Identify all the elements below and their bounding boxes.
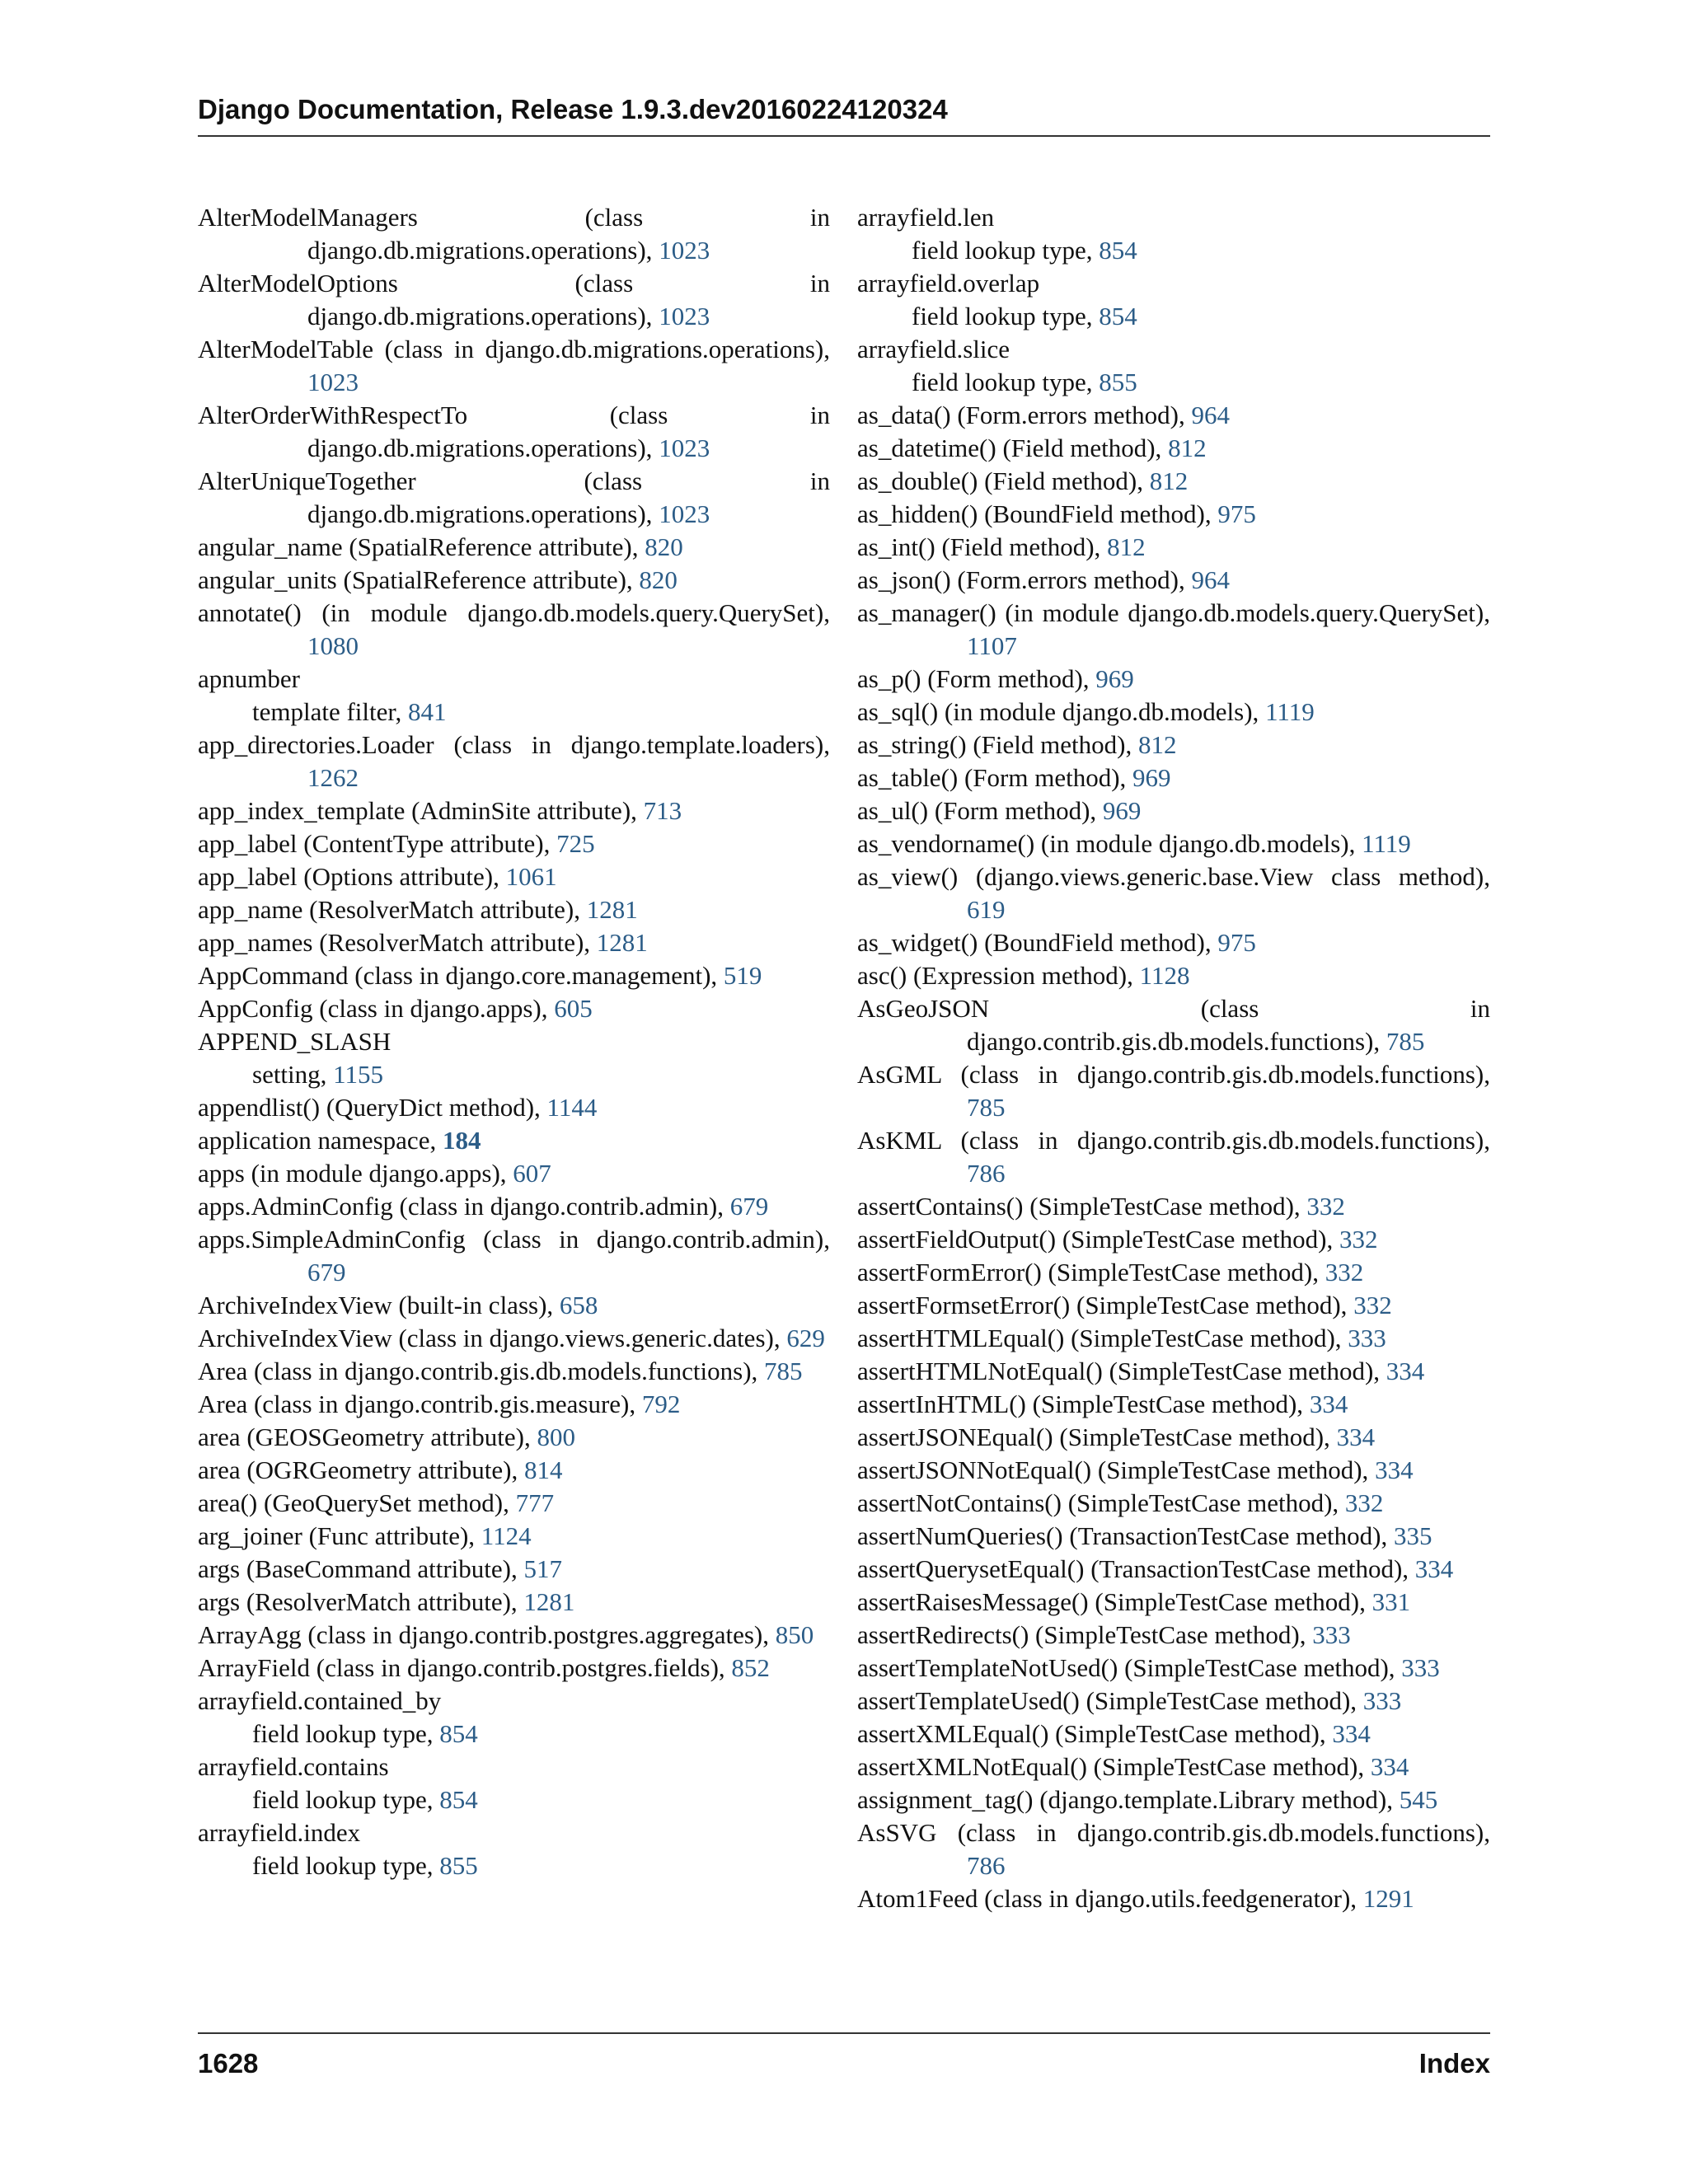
page-reference-link[interactable]: 969 — [1095, 664, 1134, 693]
index-entry — [198, 201, 830, 267]
page-reference-link[interactable]: 1281 — [586, 895, 638, 924]
page-reference-link[interactable]: 1061 — [505, 862, 557, 891]
index-column-right — [857, 201, 1490, 1915]
index-entry-term: assertFormsetError() (SimpleTestCase method), — [857, 1291, 1354, 1319]
page-number: 1628 — [198, 2048, 259, 2079]
index-entry-term: as_hidden() (BoundField method), — [857, 499, 1218, 528]
index-entry-term: arrayfield.slice — [857, 335, 1010, 363]
page-reference-link[interactable]: 1023 — [659, 236, 710, 265]
index-entry — [198, 1025, 830, 1058]
page-reference-link[interactable]: 969 — [1132, 763, 1171, 792]
index-entry-term: as_widget() (BoundField method), — [857, 928, 1218, 957]
index-subentry — [198, 1783, 830, 1816]
page-reference-link[interactable]: 332 — [1306, 1192, 1345, 1221]
page-reference-link[interactable]: 812 — [1107, 532, 1146, 561]
page-reference-link[interactable]: 607 — [513, 1159, 551, 1188]
index-entry-term: AsGML (class in django.contrib.gis.db.models.functions), — [857, 1060, 1490, 1089]
index-entry — [857, 498, 1490, 531]
index-entry-term: area (OGRGeometry attribute), — [198, 1455, 524, 1484]
page-reference-link[interactable]: 814 — [523, 1455, 563, 1484]
section-name: Index — [1418, 2048, 1490, 2079]
index-entry-term: ArrayField (class in django.contrib.postgres.fields), — [198, 1653, 732, 1682]
index-entry — [198, 1520, 830, 1553]
index-entry — [857, 1882, 1490, 1915]
index-subentry-term: field lookup type, — [912, 236, 1100, 265]
index-entry-term: app_index_template (AdminSite attribute), — [198, 796, 644, 825]
index-entry — [857, 1685, 1490, 1718]
page-reference-link[interactable]: 545 — [1399, 1785, 1438, 1814]
page-reference-link[interactable]: 785 — [1386, 1027, 1425, 1056]
index-entry-term: AsGeoJSON (class in django.contrib.gis.db.models.functions), — [857, 994, 1490, 1056]
index-entry-term: Atom1Feed (class in django.utils.feedgenerator), — [857, 1884, 1363, 1913]
page-reference-link[interactable]: 855 — [1099, 368, 1137, 396]
index-entry-term: as_datetime() (Field method), — [857, 434, 1169, 462]
index-entry — [857, 1520, 1490, 1553]
index-entry — [857, 1553, 1490, 1586]
index-entry — [857, 1124, 1490, 1190]
page-reference-link[interactable]: 854 — [1099, 236, 1137, 265]
index-entry — [198, 1388, 830, 1421]
index-entry — [857, 399, 1490, 432]
page-reference-link[interactable]: 1291 — [1362, 1884, 1414, 1913]
index-entry-term: as_string() (Field method), — [857, 730, 1138, 759]
page-reference-link[interactable]: 1119 — [1265, 697, 1315, 726]
index-entry — [198, 794, 830, 827]
index-entry-term: apps (in module django.apps), — [198, 1159, 513, 1188]
index-entry-term: AlterOrderWithRespectTo (class in django.db.migrations.operations), — [198, 401, 830, 462]
page-reference-link[interactable]: 786 — [967, 1851, 1006, 1880]
index-entry — [857, 465, 1490, 498]
index-entry — [857, 1652, 1490, 1685]
index-entry — [857, 564, 1490, 597]
index-entry-term: as_ul() (Form method), — [857, 796, 1103, 825]
page-reference-link[interactable]: 841 — [407, 697, 447, 726]
index-entry-term: assertNotContains() (SimpleTestCase method), — [857, 1488, 1345, 1517]
page-reference-link[interactable]: 1262 — [307, 763, 359, 792]
page-reference-link[interactable]: 679 — [307, 1258, 346, 1286]
page-reference-link[interactable]: 332 — [1339, 1225, 1378, 1254]
index-entry-term: as_data() (Form.errors method), — [857, 401, 1192, 429]
page-reference-link[interactable]: 786 — [967, 1159, 1006, 1188]
index-entry — [857, 1454, 1490, 1487]
page-reference-link[interactable]: 333 — [1348, 1324, 1386, 1352]
index-entry-term: AlterModelOptions (class in django.db.migrations.operations), — [198, 269, 830, 330]
index-entry-term: AppConfig (class in django.apps), — [198, 994, 555, 1023]
index-entry — [857, 762, 1490, 794]
page-reference-link[interactable]: 332 — [1344, 1488, 1384, 1517]
index-entry — [198, 1124, 830, 1157]
index-entry — [198, 267, 830, 333]
index-subentry — [198, 696, 830, 729]
page-reference-link[interactable]: 519 — [723, 961, 762, 990]
page-reference-link[interactable]: 333 — [1401, 1653, 1440, 1682]
page-reference-link[interactable]: 854 — [1099, 302, 1137, 330]
index-entry-term: assertFieldOutput() (SimpleTestCase method), — [857, 1225, 1340, 1254]
index-entry — [198, 465, 830, 531]
index-entry — [198, 729, 830, 794]
page-reference-link[interactable]: 1281 — [523, 1587, 575, 1616]
page-reference-link[interactable]: 334 — [1309, 1390, 1348, 1418]
index-entry — [857, 1388, 1490, 1421]
page-reference-link[interactable]: 1023 — [659, 434, 710, 462]
index-entry-term: as_vendorname() (in module django.db.models), — [857, 829, 1362, 858]
index-entry — [198, 860, 830, 893]
index-subentry — [198, 1058, 830, 1091]
index-entry-term: angular_name (SpatialReference attribute), — [198, 532, 645, 561]
index-entry-term: ArrayAgg (class in django.contrib.postgres.aggregates), — [198, 1620, 776, 1649]
index-entry — [857, 1619, 1490, 1652]
page-reference-link[interactable]: 812 — [1168, 434, 1207, 462]
index-entry — [198, 1685, 830, 1718]
index-entry — [857, 1487, 1490, 1520]
index-subentry — [857, 300, 1490, 333]
page-reference-link[interactable]: 605 — [554, 994, 593, 1023]
page-footer — [198, 2032, 1490, 2083]
index-entry-term: assertTemplateNotUsed() (SimpleTestCase method), — [857, 1653, 1402, 1682]
index-entry-term: assertContains() (SimpleTestCase method), — [857, 1192, 1307, 1221]
index-entry — [198, 1223, 830, 1289]
index-subentry — [198, 1849, 830, 1882]
index-entry — [198, 1289, 830, 1322]
index-entry-term: assertTemplateUsed() (SimpleTestCase method), — [857, 1686, 1363, 1715]
index-entry-term: angular_units (SpatialReference attribute), — [198, 565, 640, 594]
index-entry-term: assignment_tag() (django.template.Library method), — [857, 1785, 1400, 1814]
index-entry — [857, 597, 1490, 663]
index-entry-term: AppCommand (class in django.core.management), — [198, 961, 724, 990]
index-entry — [857, 333, 1490, 366]
index-entry — [857, 267, 1490, 300]
page-reference-link[interactable]: 725 — [556, 829, 595, 858]
page-reference-link[interactable]: 332 — [1325, 1258, 1364, 1286]
page-reference-link[interactable]: 1023 — [659, 302, 710, 330]
index-entry-term: as_p() (Form method), — [857, 664, 1096, 693]
index-entry-term: args (ResolverMatch attribute), — [198, 1587, 524, 1616]
index-entry-term: assertXMLEqual() (SimpleTestCase method), — [857, 1719, 1333, 1748]
page-header — [198, 89, 1490, 137]
index-entry — [857, 1718, 1490, 1750]
index-entry — [857, 201, 1490, 234]
index-subentry-term: field lookup type, — [252, 1851, 440, 1880]
index-entry-term: apps.AdminConfig (class in django.contrib.admin), — [198, 1192, 730, 1221]
index-entry — [198, 926, 830, 959]
index-entry-term: APPEND_SLASH — [198, 1027, 392, 1056]
page-reference-link[interactable]: 854 — [439, 1719, 478, 1748]
index-entry-term: assertRaisesMessage() (SimpleTestCase method), — [857, 1587, 1372, 1616]
index-entry-term: arg_joiner (Func attribute), — [198, 1521, 481, 1550]
index-subentry-term: field lookup type, — [912, 302, 1100, 330]
index-entry — [857, 1058, 1490, 1124]
index-entry-term: assertQuerysetEqual() (TransactionTestCase method), — [857, 1554, 1415, 1583]
page-reference-link[interactable]: 975 — [1217, 499, 1256, 528]
index-entry — [857, 926, 1490, 959]
index-entry-term: arrayfield.len — [857, 203, 995, 232]
index-entry — [857, 1783, 1490, 1816]
index-entry-term: area() (GeoQuerySet method), — [198, 1488, 516, 1517]
index-entry-term: assertHTMLNotEqual() (SimpleTestCase method), — [857, 1357, 1386, 1385]
index-entry — [198, 1816, 830, 1849]
index-entry — [857, 663, 1490, 696]
page-reference-link[interactable]: 1155 — [333, 1060, 384, 1089]
page-reference-link[interactable]: 820 — [645, 532, 683, 561]
index-entry — [857, 432, 1490, 465]
index-entry-term: as_table() (Form method), — [857, 763, 1133, 792]
index-entry — [198, 531, 830, 564]
index-entry-term: area (GEOSGeometry attribute), — [198, 1422, 537, 1451]
index-entry — [857, 1289, 1490, 1322]
page-reference-link[interactable]: 964 — [1191, 401, 1230, 429]
index-subentry — [857, 366, 1490, 399]
index-entry — [857, 794, 1490, 827]
index-entry-term: AlterUniqueTogether (class in django.db.migrations.operations), — [198, 466, 830, 528]
index-entry — [198, 1652, 830, 1685]
page-reference-link[interactable]: 184 — [442, 1126, 481, 1155]
page-reference-link[interactable]: 1107 — [967, 631, 1017, 660]
index-entry — [857, 860, 1490, 926]
index-entry-term: app_directories.Loader (class in django.template.loaders), — [198, 730, 830, 759]
index-entry-term: annotate() (in module django.db.models.query.QuerySet), — [198, 598, 830, 627]
index-subentry-term: setting, — [252, 1060, 334, 1089]
index-entry — [857, 1750, 1490, 1783]
index-entry-term: as_double() (Field method), — [857, 466, 1150, 495]
index-entry — [198, 992, 830, 1025]
page-reference-link[interactable]: 850 — [775, 1620, 814, 1649]
index-entry-term: arrayfield.index — [198, 1818, 361, 1847]
page-reference-link[interactable]: 1023 — [307, 368, 359, 396]
page-reference-link[interactable]: 332 — [1353, 1291, 1392, 1319]
index-subentry-term: template filter, — [252, 697, 408, 726]
index-entry-term: AlterModelManagers (class in django.db.migrations.operations), — [198, 203, 830, 265]
index-entry-term: app_names (ResolverMatch attribute), — [198, 928, 597, 957]
page-reference-link[interactable]: 792 — [641, 1390, 681, 1418]
page-reference-link[interactable]: 785 — [764, 1357, 803, 1385]
page-reference-link[interactable]: 334 — [1386, 1357, 1425, 1385]
index-entry-term: appendlist() (QueryDict method), — [198, 1093, 547, 1122]
index-entry-term: arrayfield.contained_by — [198, 1686, 442, 1715]
page-reference-link[interactable]: 854 — [439, 1785, 478, 1814]
index-entry-term: asc() (Expression method), — [857, 961, 1140, 990]
index-subentry — [857, 234, 1490, 267]
index-entry-term: ArchiveIndexView (class in django.views.generic.dates), — [198, 1324, 787, 1352]
page-reference-link[interactable]: 335 — [1393, 1521, 1432, 1550]
index-entry — [198, 399, 830, 465]
index-entry — [857, 729, 1490, 762]
index-entry-term: as_sql() (in module django.db.models), — [857, 697, 1266, 726]
page-reference-link[interactable]: 812 — [1137, 730, 1177, 759]
index-entry — [857, 1421, 1490, 1454]
page-reference-link[interactable]: 331 — [1372, 1587, 1411, 1616]
index-entry-term: assertFormError() (SimpleTestCase method), — [857, 1258, 1325, 1286]
index-entry-term: assertNumQueries() (TransactionTestCase method), — [857, 1521, 1394, 1550]
index-entry — [857, 1223, 1490, 1256]
index-entry — [198, 1421, 830, 1454]
index-entry-term: Area (class in django.contrib.gis.measure), — [198, 1390, 642, 1418]
index-entry — [857, 696, 1490, 729]
index-subentry — [198, 1718, 830, 1750]
index-subentry-term: field lookup type, — [252, 1785, 440, 1814]
index-entry-term: app_label (ContentType attribute), — [198, 829, 557, 858]
index-entry — [198, 827, 830, 860]
index-entry-term: AlterModelTable (class in django.db.migrations.operations), — [198, 335, 830, 363]
index-entry — [198, 1487, 830, 1520]
page-reference-link[interactable]: 629 — [786, 1324, 825, 1352]
index-entry — [198, 1190, 830, 1223]
index-entry-term: assertXMLNotEqual() (SimpleTestCase method), — [857, 1752, 1371, 1781]
index-entry — [857, 531, 1490, 564]
index-entry — [857, 992, 1490, 1058]
index-entry-term: AsKML (class in django.contrib.gis.db.models.functions), — [857, 1126, 1490, 1155]
index-entry — [857, 1586, 1490, 1619]
page-reference-link[interactable]: 1023 — [659, 499, 710, 528]
page-reference-link[interactable]: 333 — [1362, 1686, 1402, 1715]
index-entry-term: assertJSONEqual() (SimpleTestCase method), — [857, 1422, 1337, 1451]
page-reference-link[interactable]: 800 — [537, 1422, 575, 1451]
index-entry — [198, 1750, 830, 1783]
index-entry — [857, 1816, 1490, 1882]
index-entry-term: ArchiveIndexView (built-in class), — [198, 1291, 560, 1319]
page-reference-link[interactable]: 333 — [1312, 1620, 1351, 1649]
index-entry — [198, 1454, 830, 1487]
page-reference-link[interactable]: 785 — [967, 1093, 1006, 1122]
page-reference-link[interactable]: 1281 — [596, 928, 648, 957]
index-entry — [857, 1322, 1490, 1355]
page-reference-link[interactable]: 619 — [967, 895, 1006, 924]
index-entry-term: args (BaseCommand attribute), — [198, 1554, 524, 1583]
index-entry — [198, 1586, 830, 1619]
page-reference-link[interactable]: 969 — [1102, 796, 1142, 825]
index-entry — [857, 1256, 1490, 1289]
index-entry-term: AsSVG (class in django.contrib.gis.db.models.functions), — [857, 1818, 1490, 1847]
page-reference-link[interactable]: 1124 — [481, 1521, 532, 1550]
index-entry-term: app_label (Options attribute), — [198, 862, 506, 891]
index-entry — [198, 1157, 830, 1190]
index-entry-term: apps.SimpleAdminConfig (class in django.contrib.admin), — [198, 1225, 830, 1254]
index-entry — [857, 1190, 1490, 1223]
page-reference-link[interactable]: 1128 — [1139, 961, 1190, 990]
index-entry — [198, 1355, 830, 1388]
index-entry — [198, 1091, 830, 1124]
index-entry — [857, 827, 1490, 860]
page-reference-link[interactable]: 1144 — [546, 1093, 598, 1122]
index-entry — [198, 1619, 830, 1652]
index-entry-term: as_json() (Form.errors method), — [857, 565, 1192, 594]
index-entry — [198, 597, 830, 663]
page-reference-link[interactable]: 334 — [1336, 1422, 1376, 1451]
index-entry-term: assertHTMLEqual() (SimpleTestCase method), — [857, 1324, 1348, 1352]
page-reference-link[interactable]: 777 — [515, 1488, 555, 1517]
index-entry-term: app_name (ResolverMatch attribute), — [198, 895, 587, 924]
page-reference-link[interactable]: 1080 — [307, 631, 359, 660]
page-reference-link[interactable]: 334 — [1370, 1752, 1409, 1781]
index-subentry-term: field lookup type, — [912, 368, 1100, 396]
index-column-left — [198, 201, 830, 1882]
index-entry-term: as_manager() (in module django.db.models.query.QuerySet), — [857, 598, 1490, 627]
page-reference-link[interactable]: 713 — [643, 796, 682, 825]
page-reference-link[interactable]: 334 — [1414, 1554, 1454, 1583]
index-entry-term: arrayfield.contains — [198, 1752, 389, 1781]
index-entry-term: as_int() (Field method), — [857, 532, 1108, 561]
page-reference-link[interactable]: 964 — [1191, 565, 1230, 594]
index-entry-term: Area (class in django.contrib.gis.db.models.functions), — [198, 1357, 765, 1385]
index-entry — [857, 1355, 1490, 1388]
page-reference-link[interactable]: 820 — [639, 565, 678, 594]
page-reference-link[interactable]: 517 — [523, 1554, 562, 1583]
index-entry — [857, 959, 1490, 992]
page-reference-link[interactable]: 852 — [731, 1653, 770, 1682]
page-reference-link[interactable]: 975 — [1217, 928, 1256, 957]
page-reference-link[interactable]: 334 — [1375, 1455, 1414, 1484]
index-entry — [198, 663, 830, 696]
index-entry — [198, 1553, 830, 1586]
index-entry-term: application namespace, — [198, 1126, 443, 1155]
page-reference-link[interactable]: 658 — [559, 1291, 598, 1319]
index-entry-term: assertRedirects() (SimpleTestCase method), — [857, 1620, 1313, 1649]
page-reference-link[interactable]: 334 — [1332, 1719, 1371, 1748]
document-title: Django Documentation, Release 1.9.3.dev20160224120324 — [198, 94, 948, 124]
index-entry — [198, 564, 830, 597]
page-reference-link[interactable]: 1119 — [1362, 829, 1411, 858]
index-entry-term: assertJSONNotEqual() (SimpleTestCase method), — [857, 1455, 1376, 1484]
index-entry-term: apnumber — [198, 664, 300, 693]
index-entry-term: arrayfield.overlap — [857, 269, 1040, 298]
index-entry — [198, 959, 830, 992]
index-entry — [198, 893, 830, 926]
index-entry-term: assertInHTML() (SimpleTestCase method), — [857, 1390, 1310, 1418]
index-entry-term: as_view() (django.views.generic.base.View class method), — [857, 862, 1490, 891]
index-entry — [198, 333, 830, 399]
page-reference-link[interactable]: 812 — [1149, 466, 1189, 495]
page-reference-link[interactable]: 855 — [439, 1851, 478, 1880]
index-entry — [198, 1322, 830, 1355]
index-subentry-term: field lookup type, — [252, 1719, 440, 1748]
page-reference-link[interactable]: 679 — [729, 1192, 769, 1221]
